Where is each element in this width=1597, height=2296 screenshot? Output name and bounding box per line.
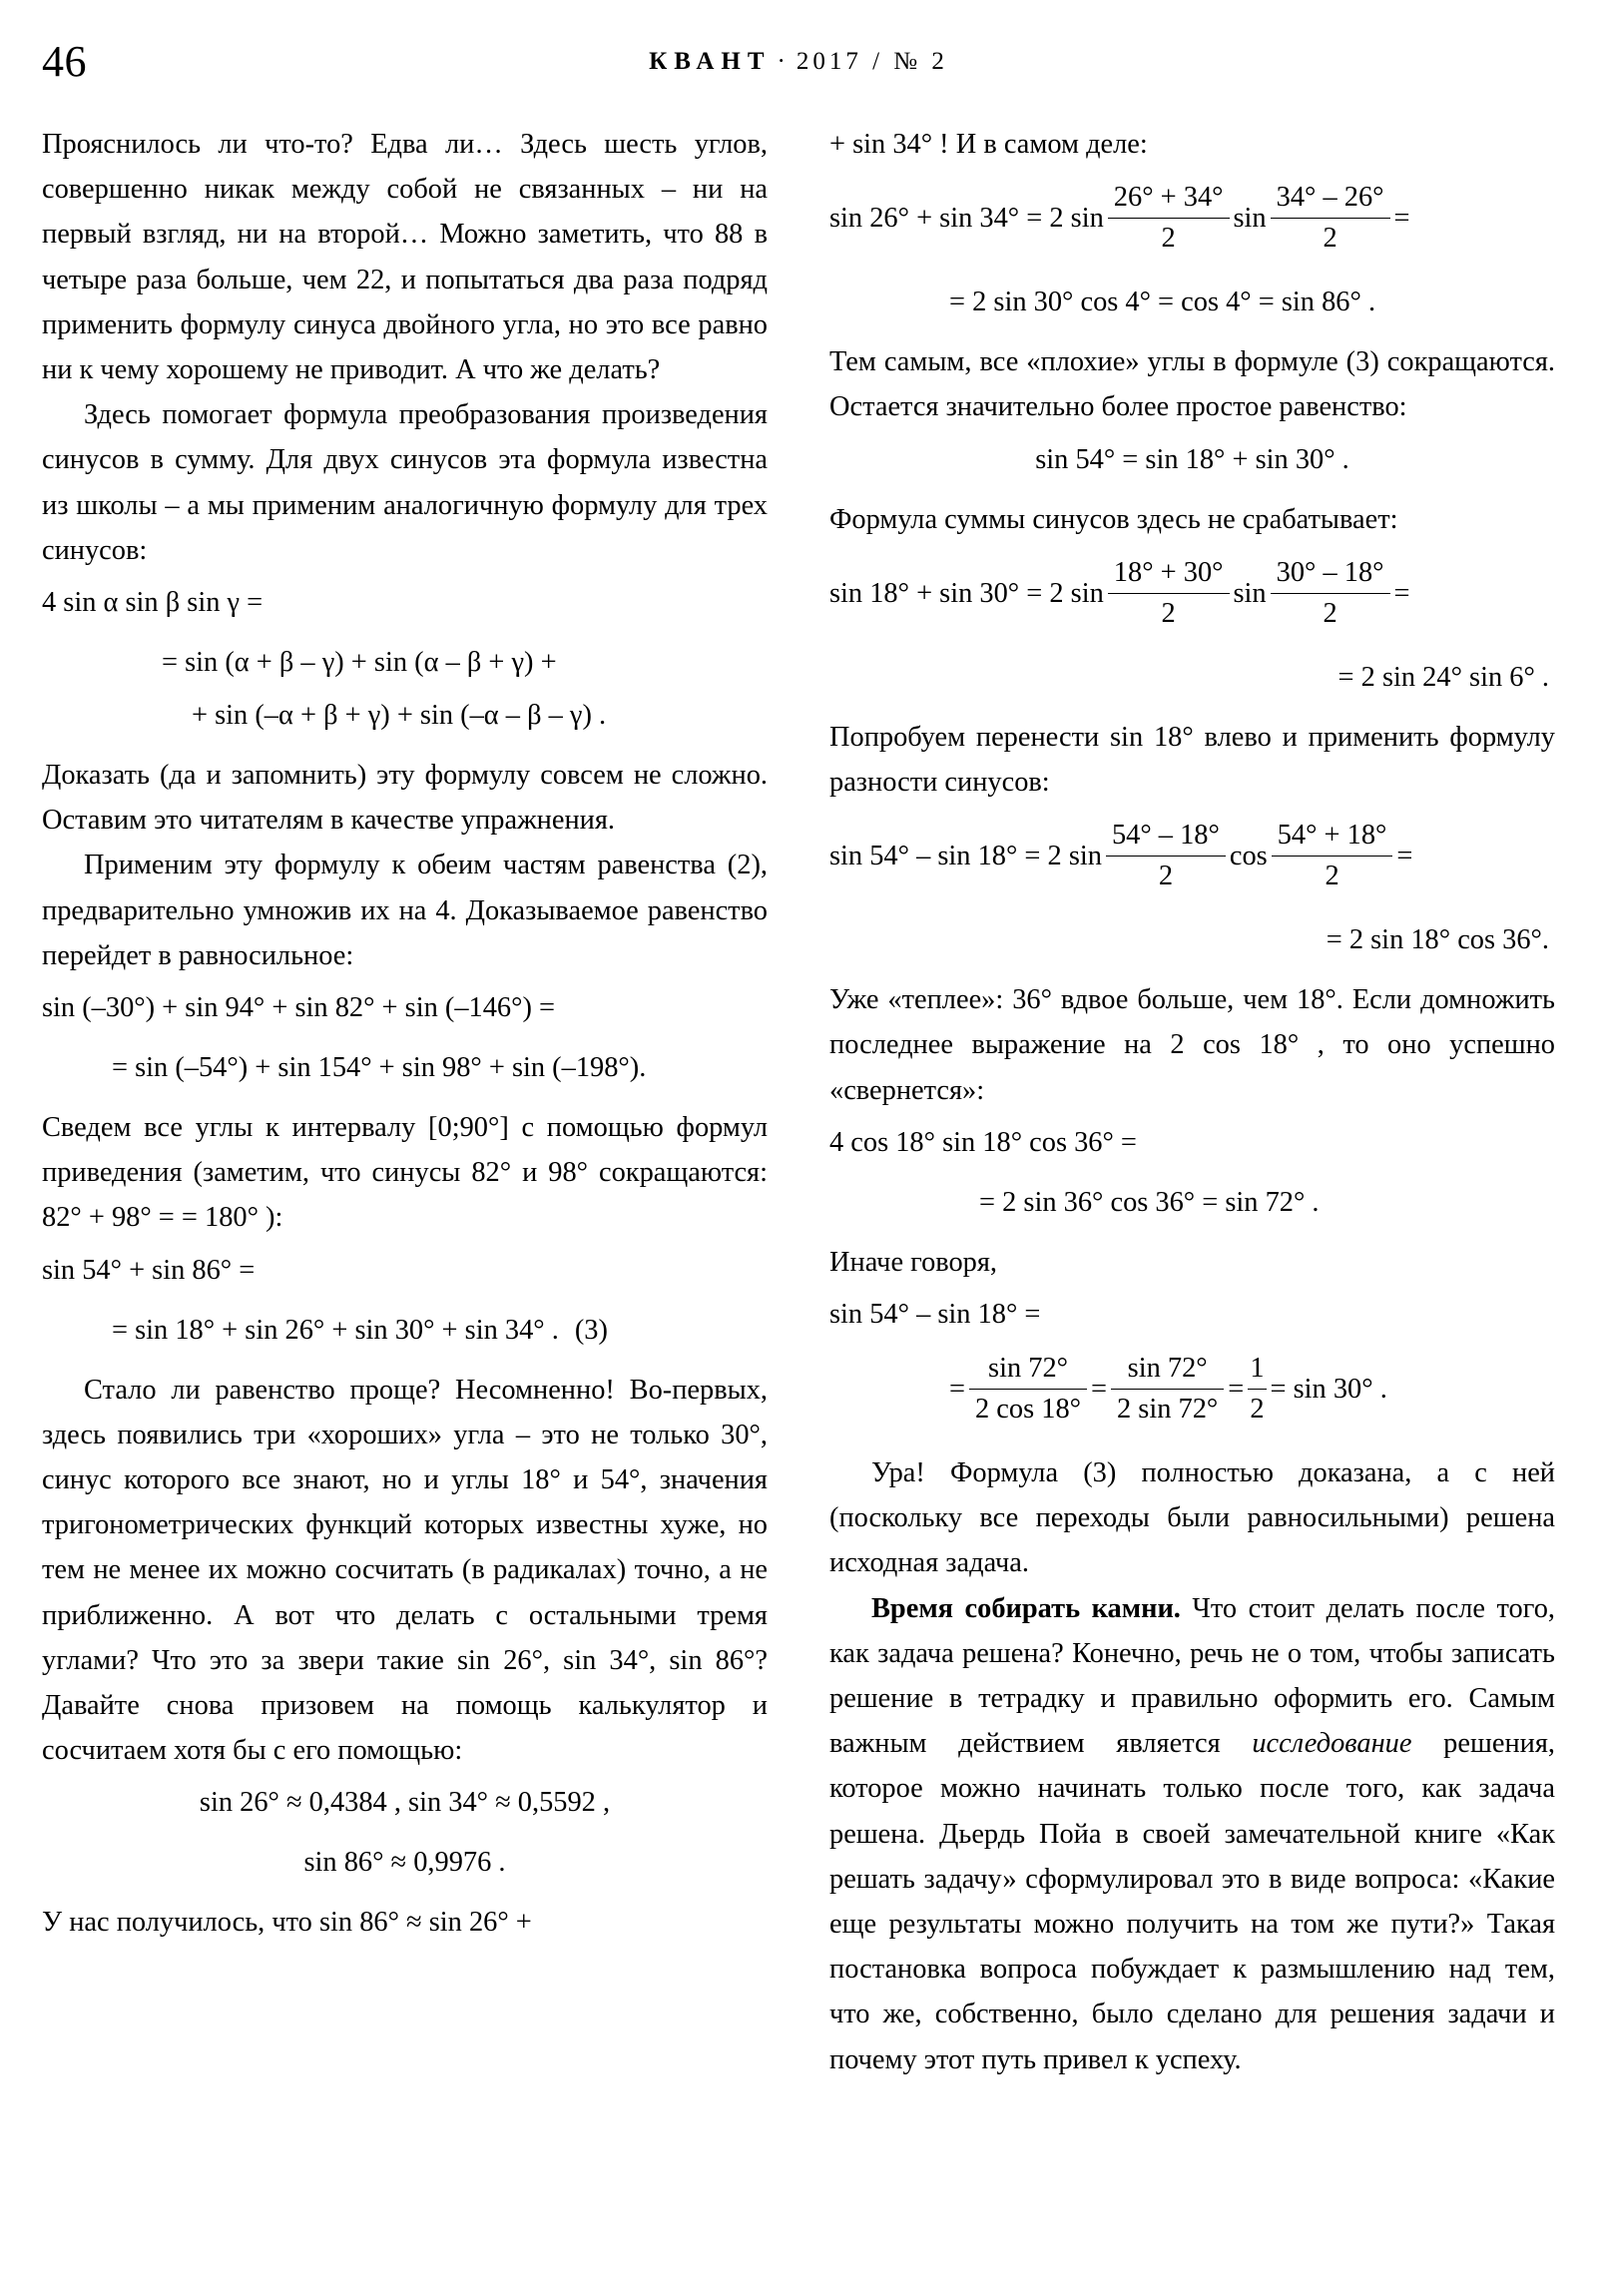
equation-3-line2 xyxy=(42,1308,768,1354)
fraction-sin72-over-2sin72 xyxy=(1111,1350,1224,1429)
fraction-26-34-denominator: 2 xyxy=(1161,223,1176,255)
equation-diff-54-18-lhs: sin 54° – sin 18° = 2 sin xyxy=(829,841,1102,872)
left-column xyxy=(42,122,768,1946)
running-head-issue: 2017 / № 2 xyxy=(796,48,948,75)
page-header xyxy=(0,30,1597,90)
paragraph-left-3: Доказать (да и запомнить) эту формулу совсем не сложно. Оставим это читателям в качестве упражнения. xyxy=(42,760,768,837)
equation-sum-26-34-lhs: sin 26° + sin 34° = 2 sin xyxy=(829,203,1104,235)
fraction-18-30 xyxy=(1108,554,1230,633)
equation-3-body: = sin 18° + sin 26° + sin 30° + sin 34° . xyxy=(112,1314,559,1346)
equation-diff-54-18 xyxy=(829,819,1555,897)
fraction-54-minus-18 xyxy=(1106,817,1226,895)
fraction-sin72-over-2cos18 xyxy=(969,1350,1087,1429)
equation-triple-product-line1: 4 sin α sin β sin γ = xyxy=(42,587,264,619)
equation-values-line2: sin 86° ≈ 0,9976 . xyxy=(303,1847,506,1879)
equation-final-mid1: = xyxy=(1091,1374,1108,1406)
paragraph-right-4: Попробуем перенести sin 18° влево и применить формулу разности синусов: xyxy=(829,721,1555,799)
fraction-54-plus-18-denominator: 2 xyxy=(1325,861,1339,892)
fraction-54-plus-18 xyxy=(1272,817,1393,895)
equation-simple: sin 54° = sin 18° + sin 30° . xyxy=(1035,443,1349,475)
equation-sum-26-34-tail: = xyxy=(1393,203,1410,235)
paragraph-left-7: У нас получилось, что sin 86° ≈ sin 26° + xyxy=(42,1907,532,1939)
fraction-sin72-over-2cos18-numerator: sin 72° xyxy=(969,1350,1087,1390)
equation-sum-18-30-line2: = 2 sin 24° sin 6° . xyxy=(1337,661,1549,693)
equation-final-line2 xyxy=(829,1352,1555,1431)
paragraph-right-7: Ура! Формула (3) полностью доказана, а с ней (поскольку все переходы были равносильными) решена исходная задача. xyxy=(829,1457,1555,1579)
equation-triple-product-line2: = sin (α + β – γ) + sin (α – β + γ) + xyxy=(162,647,557,679)
equation-diff-54-18-mid: cos xyxy=(1229,841,1268,872)
equation-sum-18-30-mid: sin xyxy=(1233,577,1267,609)
fraction-30-18-numerator: 30° – 18° xyxy=(1271,554,1390,594)
fraction-54-minus-18-denominator: 2 xyxy=(1158,861,1174,892)
fraction-30-18 xyxy=(1271,554,1390,633)
equation-triple-product-line3: + sin (–α + β + γ) + sin (–α – β – γ) . xyxy=(192,700,607,732)
paragraph-right-8-part1: Что стоит делать после того, как задача решена? Конечно, речь не о том, чтобы записать решение в тетрадку и правильно оформить его. Самым важным действием является xyxy=(829,1592,1555,1760)
fraction-sin72-over-2sin72-numerator: sin 72° xyxy=(1111,1350,1224,1390)
running-head xyxy=(0,48,1597,76)
equation-values-line1: sin 26° ≈ 0,4384 , sin 34° ≈ 0,5592 , xyxy=(199,1787,611,1819)
fraction-26-34 xyxy=(1108,179,1230,258)
fraction-one-half xyxy=(1248,1350,1266,1429)
paragraph-left-2: Здесь помогает формула преобразования произведения синусов в сумму. Для двух синусов эта формула известна из школы – а мы применим аналогичную формулу для трех синусов: xyxy=(42,399,768,566)
equation-sum-26-34-mid: sin xyxy=(1233,203,1267,235)
equation-fold-line1: 4 cos 18° sin 18° cos 36° = xyxy=(829,1126,1137,1158)
equation-fold-line2: = 2 sin 36° cos 36° = sin 72° . xyxy=(979,1186,1320,1218)
equation-final-tail: = sin 30° . xyxy=(1270,1374,1387,1406)
equation-3-line1: sin 54° + sin 86° = xyxy=(42,1254,256,1286)
fraction-34-26-numerator: 34° – 26° xyxy=(1271,179,1390,219)
fraction-54-minus-18-numerator: 54° – 18° xyxy=(1106,817,1226,857)
fraction-34-26-denominator: 2 xyxy=(1323,223,1337,255)
equation-sum-18-30-lhs: sin 18° + sin 30° = 2 sin xyxy=(829,577,1104,609)
paragraph-left-6: Стало ли равенство проще? Несомненно! Во-первых, здесь появились три «хороших» угла – это не только 30°, синус которого все знают, но и углы 18° и 54°, значения тригонометрических функций которых известны хуже, но тем не менее их можно сосчитать (в радикалах) точно, а не приближенно. А вот что делать с остальными тремя углами? Что это за звери такие sin 26°, sin 34°, sin 86°? Давайте снова призовем на помощь калькулятор и сосчитаем хотя бы с его помощью: xyxy=(42,1374,768,1767)
section-lead-in: Время собирать камни. xyxy=(871,1592,1181,1624)
equation-diff-54-18-tail: = xyxy=(1396,841,1413,872)
paragraph-right-6: Иначе говоря, xyxy=(829,1246,998,1278)
paragraph-right-3: Формула суммы синусов здесь не срабатывает: xyxy=(829,503,1398,535)
running-head-separator: · xyxy=(777,48,791,75)
paragraph-right-8-part2: решения, которое можно начинать только после того, как задача решена. Дьердь Пойа в своей замечательной книге «Как решать задачу» сформулировал это в виде вопроса: «Какие еще результаты можно получить на том же пути?» Такая постановка вопроса побуждает к размышлению над тем, что же, собственно, было сделано для решения задачи и почему этот путь привел к успеху. xyxy=(829,1728,1555,2075)
right-column xyxy=(829,122,1555,2082)
equation-sum-26-34-line2: = 2 sin 30° cos 4° = cos 4° = sin 86° . xyxy=(949,287,1376,318)
fraction-18-30-denominator: 2 xyxy=(1161,597,1176,629)
fraction-18-30-numerator: 18° + 30° xyxy=(1108,554,1230,594)
equation-sum-26-34 xyxy=(829,181,1555,260)
fraction-sin72-over-2cos18-denominator: 2 cos 18° xyxy=(975,1394,1081,1426)
fraction-one-half-numerator: 1 xyxy=(1248,1350,1266,1390)
equation-diff-54-18-line2: = 2 sin 18° cos 36°. xyxy=(1326,924,1549,956)
equation-final-mid2: = xyxy=(1228,1374,1245,1406)
fraction-34-26 xyxy=(1271,179,1390,258)
equation-sum-18-30-tail: = xyxy=(1393,577,1410,609)
fraction-one-half-denominator: 2 xyxy=(1250,1394,1265,1426)
paragraph-left-5: Сведем все углы к интервалу [0;90°] с помощью формул приведения (заметим, что синусы 82° и 98° сокращаются: 82° + 98° = = 180° ): xyxy=(42,1112,768,1234)
equation-equiv-line2: = sin (–54°) + sin 154° + sin 98° + sin (–198°). xyxy=(112,1052,647,1084)
fraction-54-plus-18-numerator: 54° + 18° xyxy=(1272,817,1393,857)
running-head-journal: КВАНТ xyxy=(649,48,772,75)
equation-final-line1: sin 54° – sin 18° = xyxy=(829,1299,1041,1331)
page-number: 46 xyxy=(42,37,87,86)
fraction-26-34-numerator: 26° + 34° xyxy=(1108,179,1230,219)
paragraph-right-2: Тем самым, все «плохие» углы в формуле (3) сокращаются. Остается значительно более простое равенство: xyxy=(829,346,1555,423)
fraction-sin72-over-2sin72-denominator: 2 sin 72° xyxy=(1117,1394,1219,1426)
equation-final-eq-sign: = xyxy=(949,1374,966,1406)
paragraph-right-5: Уже «теплее»: 36° вдвое больше, чем 18°. Если домножить последнее выражение на 2 cos 18° , то оно успешно «свернется»: xyxy=(829,984,1555,1106)
paragraph-left-1: Прояснилось ли что-то? Едва ли… Здесь шесть углов, совершенно никак между собой не связанных – ни на первый взгляд, ни на второй… Можно заметить, что 88 в четыре раза больше, чем 22, и попытаться два раза подряд применить формулу синуса двойного угла, но это все равно ни к чему хорошему не приводит. А что же делать? xyxy=(42,129,768,386)
emphasis-issledovanie: исследование xyxy=(1252,1728,1412,1760)
equation-sum-18-30 xyxy=(829,556,1555,635)
fraction-30-18-denominator: 2 xyxy=(1323,597,1337,629)
paragraph-right-1: + sin 34° ! И в самом деле: xyxy=(829,129,1148,160)
equation-equiv-line1: sin (–30°) + sin 94° + sin 82° + sin (–146°) = xyxy=(42,992,556,1024)
equation-3-number: (3) xyxy=(574,1314,608,1346)
paragraph-right-8 xyxy=(829,1586,1555,2082)
paragraph-left-4: Применим эту формулу к обеим частям равенства (2), предварительно умножив их на 4. Доказываемое равенство перейдет в равносильное: xyxy=(42,850,768,971)
